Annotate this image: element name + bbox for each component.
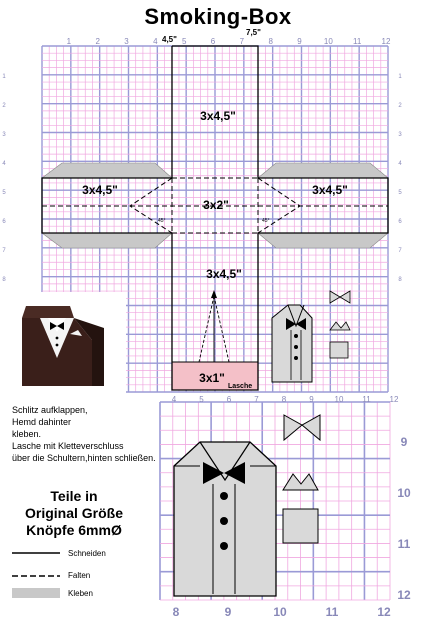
top-mark-right: 7,5"	[246, 28, 261, 37]
button-large-1	[220, 492, 228, 500]
legend-fold-label: Falten	[68, 571, 91, 580]
page-title: Smoking-Box	[144, 4, 292, 29]
instruction-line-2: Hemd dahinter	[12, 417, 72, 427]
right-scale-number: 2	[398, 103, 402, 109]
left-scale-number: 1	[2, 74, 6, 80]
left-scale-number: 4	[2, 161, 6, 167]
panel-label-left: 3x4,5"	[82, 183, 118, 197]
size-note-1: Teile in	[50, 488, 98, 504]
lower-bottom-scale-number: 12	[377, 605, 391, 619]
instruction-line-1: Schlitz aufklappen,	[12, 405, 88, 415]
glue-area-right-top	[258, 163, 388, 178]
button-small-1	[294, 334, 298, 338]
instruction-line-3: kleben.	[12, 429, 42, 439]
top-mark-left: 4,5"	[162, 35, 177, 44]
lower-bottom-scale-number: 9	[224, 605, 232, 619]
finished-box-photo	[2, 292, 126, 396]
bottom-scale-number: 6	[226, 395, 232, 404]
legend-glue-swatch	[12, 588, 60, 598]
front-slit	[199, 290, 229, 362]
top-scale-number: 7	[239, 37, 245, 46]
bottom-scale-number: 5	[199, 395, 204, 404]
top-scale-number: 3	[124, 37, 129, 46]
panel-label-center: 3x2"	[203, 198, 229, 212]
instruction-line-4: Lasche mit Kletteverschluss	[12, 441, 124, 451]
lower-bottom-scale-number: 8	[172, 605, 180, 619]
right-scale-number: 1	[398, 74, 402, 80]
bowtie-piece-small	[330, 291, 350, 303]
top-scale-number: 6	[210, 37, 216, 46]
bottom-scale-number: 10	[334, 395, 344, 404]
lower-side-scale-number: 11	[397, 537, 411, 551]
pocket-small	[330, 342, 348, 358]
button-small-3	[294, 356, 298, 360]
pocket-large	[283, 509, 318, 543]
top-scale-number: 2	[95, 37, 100, 46]
bottom-scale-number: 8	[281, 395, 287, 404]
glue-area-left-top	[42, 163, 172, 178]
left-scale-number: 5	[2, 190, 6, 196]
right-scale-number: 8	[398, 277, 402, 283]
button-large-2	[220, 517, 228, 525]
left-scale-number: 7	[2, 248, 6, 254]
left-scale-number: 8	[2, 277, 6, 283]
shirt-large	[174, 442, 276, 596]
instructions	[12, 404, 182, 464]
legend-glue-label: Kleben	[68, 589, 93, 598]
panel-label-tab-small: Lasche	[228, 383, 253, 390]
pocket-square-small	[330, 322, 350, 330]
bottom-scale-number: 11	[362, 395, 371, 404]
size-note-2: Original Größe	[24, 505, 123, 521]
left-scale-number: 3	[2, 132, 6, 138]
button-small-2	[294, 345, 298, 349]
right-scale-number: 7	[398, 248, 402, 254]
lower-side-scale-number: 9	[400, 435, 408, 449]
lower-side-scale-number: 10	[397, 486, 411, 500]
right-scale-number: 5	[398, 190, 402, 196]
bottom-scale-number: 7	[254, 395, 259, 404]
angle-label-left: 45°	[158, 218, 166, 224]
shirt-small	[272, 305, 312, 382]
glue-area-right-bottom	[258, 233, 388, 248]
top-scale-number: 8	[268, 37, 273, 46]
top-scale-number: 9	[297, 37, 302, 46]
bottom-scale-number: 4	[171, 395, 177, 404]
top-scale-number: 12	[381, 37, 391, 46]
bowtie-piece-large	[284, 415, 320, 440]
right-scale-number: 3	[398, 132, 402, 138]
lower-bottom-scale-number: 11	[325, 605, 339, 619]
bottom-scale-number: 12	[389, 395, 399, 404]
right-scale-number: 6	[398, 219, 402, 225]
top-scale-number: 1	[66, 37, 72, 46]
panel-label-top: 3x4,5"	[200, 109, 236, 123]
left-scale-number: 2	[2, 103, 6, 109]
panel-label-right: 3x4,5"	[312, 183, 348, 197]
lower-side-scale-number: 12	[397, 588, 411, 602]
right-scale-number: 4	[398, 161, 402, 167]
top-scale-number: 5	[181, 37, 187, 46]
top-scale-number: 10	[323, 37, 333, 46]
panel-label-front: 3x4,5"	[206, 267, 242, 281]
angle-label-right: 45°	[262, 218, 270, 224]
bottom-scale-number: 9	[309, 395, 314, 404]
lower-bottom-scale-number: 10	[273, 605, 287, 619]
instruction-line-5: über die Schultern,hinten schließen.	[12, 453, 156, 463]
top-scale-number: 11	[353, 37, 362, 46]
size-note-3: Knöpfe 6mmØ	[26, 522, 122, 538]
left-scale-number: 6	[2, 219, 6, 225]
button-large-3	[220, 542, 228, 550]
legend-cut-label: Schneiden	[68, 549, 106, 558]
panel-label-tab: 3x1"	[199, 371, 225, 385]
top-scale-number: 4	[153, 37, 158, 46]
glue-area-left-bottom	[42, 233, 172, 248]
